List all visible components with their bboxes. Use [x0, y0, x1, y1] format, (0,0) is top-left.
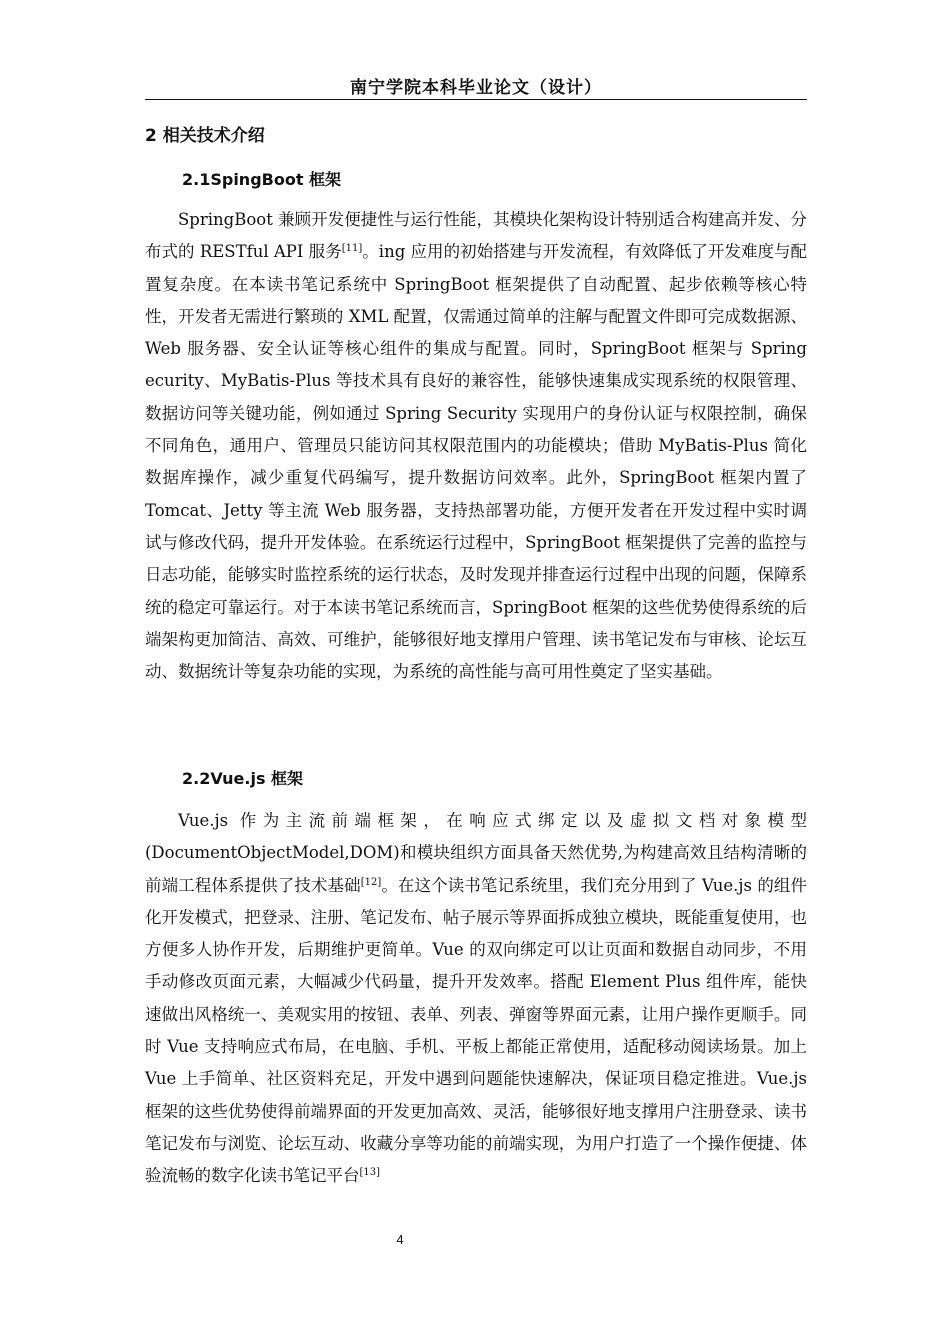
subsection-heading-vuejs: 2.2Vue.js 框架 [182, 769, 304, 788]
header-divider [145, 99, 807, 100]
citation-11: [11] [341, 243, 363, 255]
paragraph-springboot [145, 204, 807, 688]
section-heading: 2 相关技术介绍 [145, 126, 265, 146]
paragraph-vuejs-text: Vue.js 作为主流前端框架，在响应式绑定以及虚拟文档对象模型(DocumentObjectModel,DOM)和模块组织方面具备天然优势,为构建高效且结构清晰的前端工程体系提供了技术基础 [145, 811, 807, 895]
page-header-title: 南宁学院本科毕业论文（设计） [350, 78, 602, 98]
subsection-heading-springboot: 2.1SpingBoot 框架 [182, 170, 342, 189]
paragraph-springboot-text-rest: 。ing 应用的初始搭建与开发流程，有效降低了开发难度与配置复杂度。在本读书笔记系统中 SpringBoot 框架提供了自动配置、起步依赖等核心特性，开发者无需进行繁琐的 XML 配置，仅需通过简单的注解与配置文件即可完成数据源、Web 服务器、安全认证等核心组件的集成与配置。同时，SpringBoot 框架与 Spring ecurity、MyBatis-Plus 等技术具有良好的兼容性，能够快速集成实现系统的权限管理、数据访问等关键功能，例如通过 Spring Security 实现用户的身份认证与权限控制，确保不同角色，通用户、管理员只能访问其权限范围内的功能模块；借助 MyBatis-Plus 简化数据库操作，减少重复代码编写，提升数据访问效率。此外，SpringBoot 框架内置了 Tomcat、Jetty 等主流 Web 服务器，支持热部署功能，方便开发者在开发过程中实时调试与修改代码，提升开发体验。在系统运行过程中，SpringBoot 框架提供了完善的监控与日志功能，能够实时监控系统的运行状态，及时发现并排查运行过程中出现的问题，保障系统的稳定可靠运行。对于本读书笔记系统而言，SpringBoot 框架的这些优势使得系统的后端架构更加简洁、高效、可维护，能够很好地支撑用户管理、读书笔记发布与审核、论坛互动、数据统计等复杂功能的实现，为系统的高性能与高可用性奠定了坚实基础。 [145, 242, 808, 682]
citation-13: [13] [359, 1167, 381, 1179]
page-number: 4 [396, 1232, 404, 1247]
paragraph-springboot-text: SpringBoot 兼顾开发便捷性与运行性能，其模块化架构设计特别适合构建高并发、分布式的 RESTful API 服务 [145, 210, 807, 262]
paragraph-vuejs-text-rest: 。在这个读书笔记系统里，我们充分用到了 Vue.js 的组件化开发模式，把登录、注册、笔记发布、帖子展示等界面拆成独立模块，既能重复使用，也方便多人协作开发，后期维护更简单。Vue 的双向绑定可以让页面和数据自动同步，不用手动修改页面元素，大幅减少代码量，提升开发效率。搭配 Element Plus 组件库，能快速做出风格统一、美观实用的按钮、表单、列表、弹窗等界面元素，让用户操作更顺手。同时 Vue 支持响应式布局，在电脑、手机、平板上都能正常使用，适配移动阅读场景。加上 Vue 上手简单、社区资料充足，开发中遇到问题能快速解决，保证项目稳定推进。Vue.js 框架的这些优势使得前端界面的开发更加高效、灵活，能够很好地支撑用户注册登录、读书笔记发布与浏览、论坛互动、收藏分享等功能的前端实现，为用户打造了一个操作便捷、体验流畅的数字化读书笔记平台 [145, 875, 808, 1186]
paragraph-vuejs [145, 805, 807, 1193]
citation-12: [12] [360, 876, 382, 888]
